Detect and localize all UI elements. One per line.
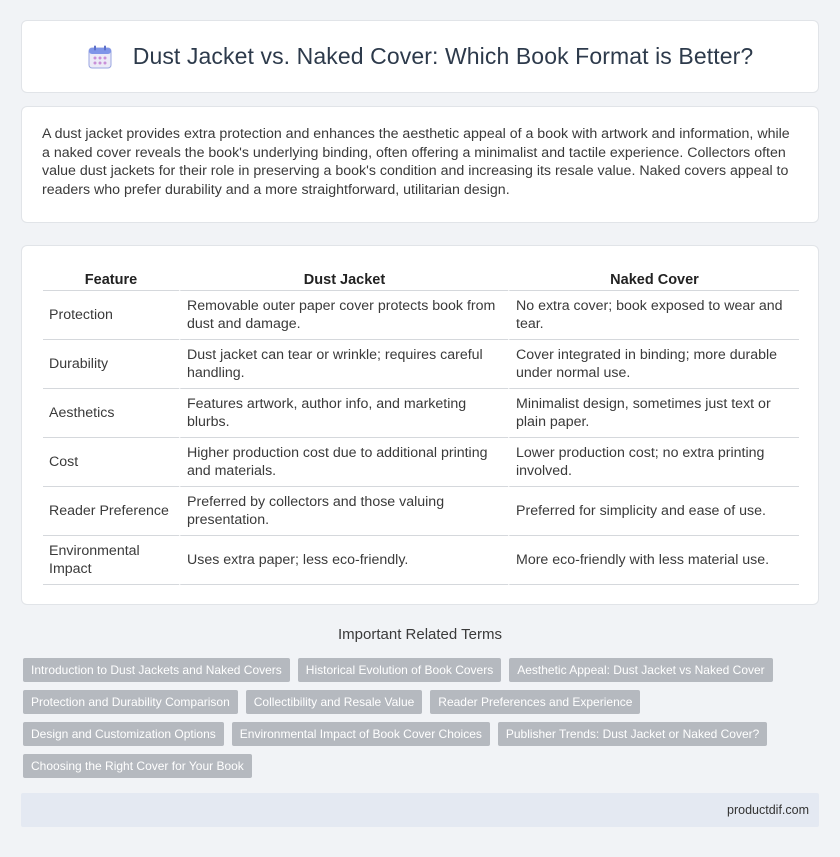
related-term-tag[interactable]: Reader Preferences and Experience — [430, 690, 640, 714]
related-term-tag[interactable]: Protection and Durability Comparison — [23, 690, 238, 714]
dust-jacket-cell: Higher production cost due to additional printing and materials. — [179, 438, 508, 487]
table-header-row — [43, 266, 799, 291]
naked-cover-cell: Cover integrated in binding; more durable under normal use. — [508, 340, 799, 389]
feature-cell: Protection — [43, 291, 179, 340]
related-term-tag[interactable]: Choosing the Right Cover for Your Book — [23, 754, 252, 778]
feature-cell: Aesthetics — [43, 389, 179, 438]
related-term-tag[interactable]: Environmental Impact of Book Cover Choices — [232, 722, 490, 746]
dust-jacket-cell: Preferred by collectors and those valuing presentation. — [179, 487, 508, 536]
related-term-tag[interactable]: Collectibility and Resale Value — [246, 690, 423, 714]
related-terms-list — [23, 658, 819, 778]
intro-paragraph: A dust jacket provides extra protection and enhances the aesthetic appeal of a book with artwork and information, while a naked cover reveals the book's underlying binding, often offering a minimalist and tactile experience. Collectors often value dust jackets for their role in preserving a book's condition and increasing its resale value. Naked covers appeal to readers who prefer durability and a more straightforward, utilitarian design. — [42, 126, 790, 198]
related-terms-heading: Important Related Terms — [338, 626, 502, 643]
related-term-tag[interactable]: Introduction to Dust Jackets and Naked Covers — [23, 658, 290, 682]
table-row — [43, 389, 799, 438]
header-card — [21, 20, 819, 93]
naked-cover-cell: More eco-friendly with less material use. — [508, 536, 799, 585]
footer-site-name: productdif.com — [727, 803, 809, 817]
table-row — [43, 536, 799, 585]
intro-card — [21, 106, 819, 223]
related-term-tag[interactable]: Publisher Trends: Dust Jacket or Naked Cover? — [498, 722, 767, 746]
table-row — [43, 291, 799, 340]
comparison-table — [43, 266, 799, 585]
related-term-tag[interactable]: Design and Customization Options — [23, 722, 224, 746]
table-row — [43, 487, 799, 536]
dust-jacket-cell: Features artwork, author info, and marketing blurbs. — [179, 389, 508, 438]
page-title: Dust Jacket vs. Naked Cover: Which Book Format is Better? — [132, 43, 754, 69]
comparison-card — [21, 245, 819, 605]
title-wrap — [87, 43, 754, 70]
footer — [21, 793, 819, 827]
naked-cover-cell: Lower production cost; no extra printing involved. — [508, 438, 799, 487]
related-term-tag[interactable]: Historical Evolution of Book Covers — [298, 658, 501, 682]
table-row — [43, 438, 799, 487]
naked-cover-cell: No extra cover; book exposed to wear and tear. — [508, 291, 799, 340]
feature-cell: Durability — [43, 340, 179, 389]
feature-cell: Cost — [43, 438, 179, 487]
dust-jacket-cell: Dust jacket can tear or wrinkle; requires careful handling. — [179, 340, 508, 389]
related-term-tag[interactable]: Aesthetic Appeal: Dust Jacket vs Naked Cover — [509, 658, 772, 682]
naked-cover-cell: Minimalist design, sometimes just text or plain paper. — [508, 389, 799, 438]
dust-jacket-cell: Removable outer paper cover protects book from dust and damage. — [179, 291, 508, 340]
table-row — [43, 340, 799, 389]
feature-cell: Environmental Impact — [43, 536, 179, 585]
naked-cover-cell: Preferred for simplicity and ease of use. — [508, 487, 799, 536]
calendar-icon — [87, 44, 113, 70]
dust-jacket-cell: Uses extra paper; less eco-friendly. — [179, 536, 508, 585]
feature-cell: Reader Preference — [43, 487, 179, 536]
header-dust-jacket: Dust Jacket — [179, 266, 508, 291]
header-naked-cover: Naked Cover — [508, 266, 799, 291]
header-feature: Feature — [43, 266, 179, 291]
